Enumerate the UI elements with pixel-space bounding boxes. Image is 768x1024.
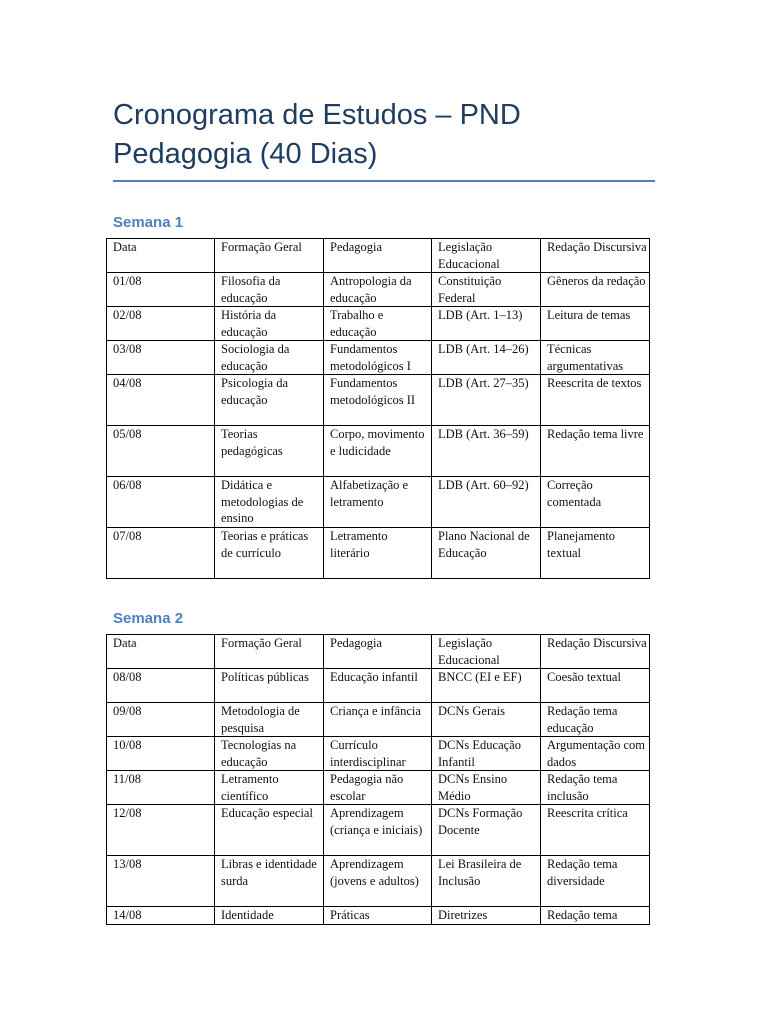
cell-formacao-geral: Sociologia da educação bbox=[215, 341, 324, 375]
week-2-heading: Semana 2 bbox=[113, 610, 184, 627]
cell-pedagogia: Pedagogia não escolar bbox=[324, 771, 432, 805]
cell-redacao: Redação tema bbox=[541, 907, 650, 925]
table-row bbox=[107, 856, 650, 907]
cell-redacao: Gêneros da redação bbox=[541, 273, 650, 307]
cell-legislacao: Plano Nacional de Educação bbox=[432, 528, 541, 579]
cell-pedagogia: Corpo, movimento e ludicidade bbox=[324, 426, 432, 477]
table-row bbox=[107, 703, 650, 737]
cell-date: 01/08 bbox=[107, 273, 215, 307]
cell-formacao-geral: Didática e metodologias de ensino bbox=[215, 477, 324, 528]
table-row bbox=[107, 477, 650, 528]
table-row bbox=[107, 805, 650, 856]
cell-redacao: Reescrita de textos bbox=[541, 375, 650, 426]
column-header-pedagogia: Pedagogia bbox=[324, 239, 432, 273]
cell-legislacao: BNCC (EI e EF) bbox=[432, 669, 541, 703]
cell-legislacao: LDB (Art. 14–26) bbox=[432, 341, 541, 375]
cell-formacao-geral: Identidade bbox=[215, 907, 324, 925]
cell-redacao: Correção comentada bbox=[541, 477, 650, 528]
document-title: Cronograma de Estudos – PND Pedagogia (40 Dias) bbox=[113, 99, 521, 170]
cell-pedagogia: Trabalho e educação bbox=[324, 307, 432, 341]
cell-legislacao: DCNs Gerais bbox=[432, 703, 541, 737]
cell-formacao-geral: Políticas públicas bbox=[215, 669, 324, 703]
cell-redacao: Argumentação com dados bbox=[541, 737, 650, 771]
table-header-row bbox=[107, 239, 650, 273]
table-row bbox=[107, 737, 650, 771]
table-row bbox=[107, 375, 650, 426]
cell-pedagogia: Educação infantil bbox=[324, 669, 432, 703]
table-row bbox=[107, 426, 650, 477]
table-header-row bbox=[107, 635, 650, 669]
cell-pedagogia: Práticas bbox=[324, 907, 432, 925]
cell-formacao-geral: Psicologia da educação bbox=[215, 375, 324, 426]
column-header-legislacao: Legislação Educacional bbox=[432, 635, 541, 669]
cell-legislacao: DCNs Educação Infantil bbox=[432, 737, 541, 771]
cell-date: 07/08 bbox=[107, 528, 215, 579]
cell-redacao: Redação tema educação bbox=[541, 703, 650, 737]
week-2-table-body bbox=[107, 635, 650, 925]
cell-legislacao: Diretrizes bbox=[432, 907, 541, 925]
cell-pedagogia: Currículo interdisciplinar bbox=[324, 737, 432, 771]
cell-date: 08/08 bbox=[107, 669, 215, 703]
table-row bbox=[107, 273, 650, 307]
table-row bbox=[107, 669, 650, 703]
column-header-redacao: Redação Discursiva bbox=[541, 635, 650, 669]
cell-redacao: Planejamento textual bbox=[541, 528, 650, 579]
cell-pedagogia: Antropologia da educação bbox=[324, 273, 432, 307]
cell-redacao: Reescrita crítica bbox=[541, 805, 650, 856]
cell-redacao: Coesão textual bbox=[541, 669, 650, 703]
cell-pedagogia: Fundamentos metodológicos II bbox=[324, 375, 432, 426]
cell-date: 13/08 bbox=[107, 856, 215, 907]
cell-date: 11/08 bbox=[107, 771, 215, 805]
cell-date: 03/08 bbox=[107, 341, 215, 375]
cell-redacao: Redação tema livre bbox=[541, 426, 650, 477]
cell-redacao: Redação tema diversidade bbox=[541, 856, 650, 907]
cell-formacao-geral: Educação especial bbox=[215, 805, 324, 856]
column-header-date: Data bbox=[107, 635, 215, 669]
cell-legislacao: LDB (Art. 60–92) bbox=[432, 477, 541, 528]
cell-formacao-geral: Filosofia da educação bbox=[215, 273, 324, 307]
table-row bbox=[107, 528, 650, 579]
week-1-table-body bbox=[107, 239, 650, 579]
cell-pedagogia: Aprendizagem (criança e iniciais) bbox=[324, 805, 432, 856]
cell-formacao-geral: Tecnologias na educação bbox=[215, 737, 324, 771]
cell-date: 06/08 bbox=[107, 477, 215, 528]
cell-legislacao: LDB (Art. 36–59) bbox=[432, 426, 541, 477]
column-header-pedagogia: Pedagogia bbox=[324, 635, 432, 669]
cell-pedagogia: Letramento literário bbox=[324, 528, 432, 579]
table-row bbox=[107, 771, 650, 805]
cell-pedagogia: Aprendizagem (jovens e adultos) bbox=[324, 856, 432, 907]
cell-date: 04/08 bbox=[107, 375, 215, 426]
cell-legislacao: DCNs Ensino Médio bbox=[432, 771, 541, 805]
cell-legislacao: Constituição Federal bbox=[432, 273, 541, 307]
column-header-legislacao: Legislação Educacional bbox=[432, 239, 541, 273]
cell-date: 10/08 bbox=[107, 737, 215, 771]
cell-formacao-geral: Metodologia de pesquisa bbox=[215, 703, 324, 737]
cell-formacao-geral: Libras e identidade surda bbox=[215, 856, 324, 907]
cell-legislacao: Lei Brasileira de Inclusão bbox=[432, 856, 541, 907]
title-underline bbox=[113, 180, 655, 182]
cell-redacao: Leitura de temas bbox=[541, 307, 650, 341]
cell-formacao-geral: Letramento científico bbox=[215, 771, 324, 805]
cell-legislacao: LDB (Art. 27–35) bbox=[432, 375, 541, 426]
cell-legislacao: LDB (Art. 1–13) bbox=[432, 307, 541, 341]
cell-formacao-geral: História da educação bbox=[215, 307, 324, 341]
column-header-redacao: Redação Discursiva bbox=[541, 239, 650, 273]
table-row bbox=[107, 307, 650, 341]
column-header-formacao-geral: Formação Geral bbox=[215, 239, 324, 273]
table-row bbox=[107, 907, 650, 925]
cell-date: 09/08 bbox=[107, 703, 215, 737]
cell-date: 02/08 bbox=[107, 307, 215, 341]
cell-date: 12/08 bbox=[107, 805, 215, 856]
cell-pedagogia: Fundamentos metodológicos I bbox=[324, 341, 432, 375]
cell-formacao-geral: Teorias e práticas de currículo bbox=[215, 528, 324, 579]
table-row bbox=[107, 341, 650, 375]
cell-legislacao: DCNs Formação Docente bbox=[432, 805, 541, 856]
cell-pedagogia: Alfabetização e letramento bbox=[324, 477, 432, 528]
column-header-date: Data bbox=[107, 239, 215, 273]
cell-pedagogia: Criança e infância bbox=[324, 703, 432, 737]
cell-redacao: Redação tema inclusão bbox=[541, 771, 650, 805]
cell-redacao: Técnicas argumentativas bbox=[541, 341, 650, 375]
column-header-formacao-geral: Formação Geral bbox=[215, 635, 324, 669]
week-2-schedule-table bbox=[106, 634, 650, 925]
cell-date: 05/08 bbox=[107, 426, 215, 477]
week-1-schedule-table bbox=[106, 238, 650, 579]
cell-date: 14/08 bbox=[107, 907, 215, 925]
cell-formacao-geral: Teorias pedagógicas bbox=[215, 426, 324, 477]
week-1-heading: Semana 1 bbox=[113, 214, 184, 231]
